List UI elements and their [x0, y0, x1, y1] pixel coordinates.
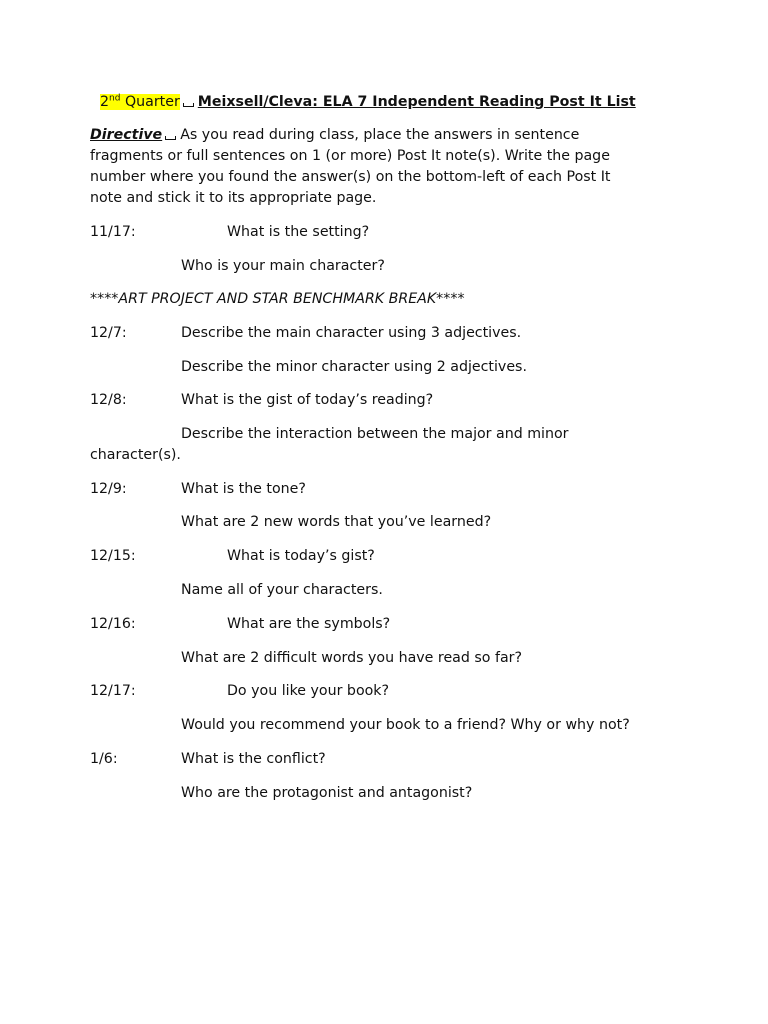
directive-text-1: As you read during class, place the answers in sentence: [180, 127, 580, 143]
entry-question: Describe the main character using 3 adjectives.: [181, 325, 522, 341]
entry-question: What are the symbols?: [227, 616, 391, 632]
tab-mark-icon: [165, 136, 176, 140]
directive-line-4: note and stick it to its appropriate page.: [90, 190, 377, 206]
directive-line-3: number where you found the answer(s) on the bottom-left of each Post It: [90, 169, 611, 185]
break-notice: ****ART PROJECT AND STAR BENCHMARK BREAK****: [90, 291, 465, 307]
entry-question: Describe the minor character using 2 adjectives.: [181, 359, 527, 375]
entry-question: Who is your main character?: [181, 258, 385, 274]
entry-question: Who are the protagonist and antagonist?: [181, 785, 473, 801]
page-title: Meixsell/Cleva: ELA 7 Independent Reading Post It List: [197, 94, 636, 110]
entry-date: 11/17:: [90, 224, 136, 240]
entry-date: 12/8:: [90, 392, 127, 408]
entry-date: 12/7:: [90, 325, 127, 341]
entry-question: Name all of your characters.: [181, 582, 383, 598]
tab-mark-icon: [183, 103, 194, 107]
entry-question: Would you recommend your book to a friend? Why or why not?: [181, 717, 630, 733]
entry-question: What is the gist of today’s reading?: [181, 392, 434, 408]
quarter-ordinal: nd: [109, 93, 121, 104]
directive-line-1: [90, 125, 579, 145]
entry-date: 12/9:: [90, 481, 127, 497]
entry-question: What is the setting?: [227, 224, 370, 240]
entry-question-cont: character(s).: [90, 447, 181, 463]
entry-question: What are 2 new words that you’ve learned?: [181, 514, 492, 530]
entry-question: What is the conflict?: [181, 751, 326, 767]
entry-date: 12/17:: [90, 683, 136, 699]
page-header: [100, 92, 636, 112]
entry-question: What are 2 difficult words you have read so far?: [181, 650, 523, 666]
quarter-word: Quarter: [124, 94, 180, 110]
entry-date: 12/15:: [90, 548, 136, 564]
quarter-highlight: [100, 94, 180, 110]
quarter-number: 2: [100, 94, 110, 110]
entry-question: Describe the interaction between the major and minor: [181, 426, 569, 442]
entry-date: 1/6:: [90, 751, 118, 767]
entry-question: What is today’s gist?: [227, 548, 375, 564]
entry-question: Do you like your book?: [227, 683, 390, 699]
directive-line-2: fragments or full sentences on 1 (or more) Post It note(s). Write the page: [90, 148, 610, 164]
entry-question: What is the tone?: [181, 481, 306, 497]
entry-date: 12/16:: [90, 616, 136, 632]
directive-label: Directive: [90, 127, 163, 143]
